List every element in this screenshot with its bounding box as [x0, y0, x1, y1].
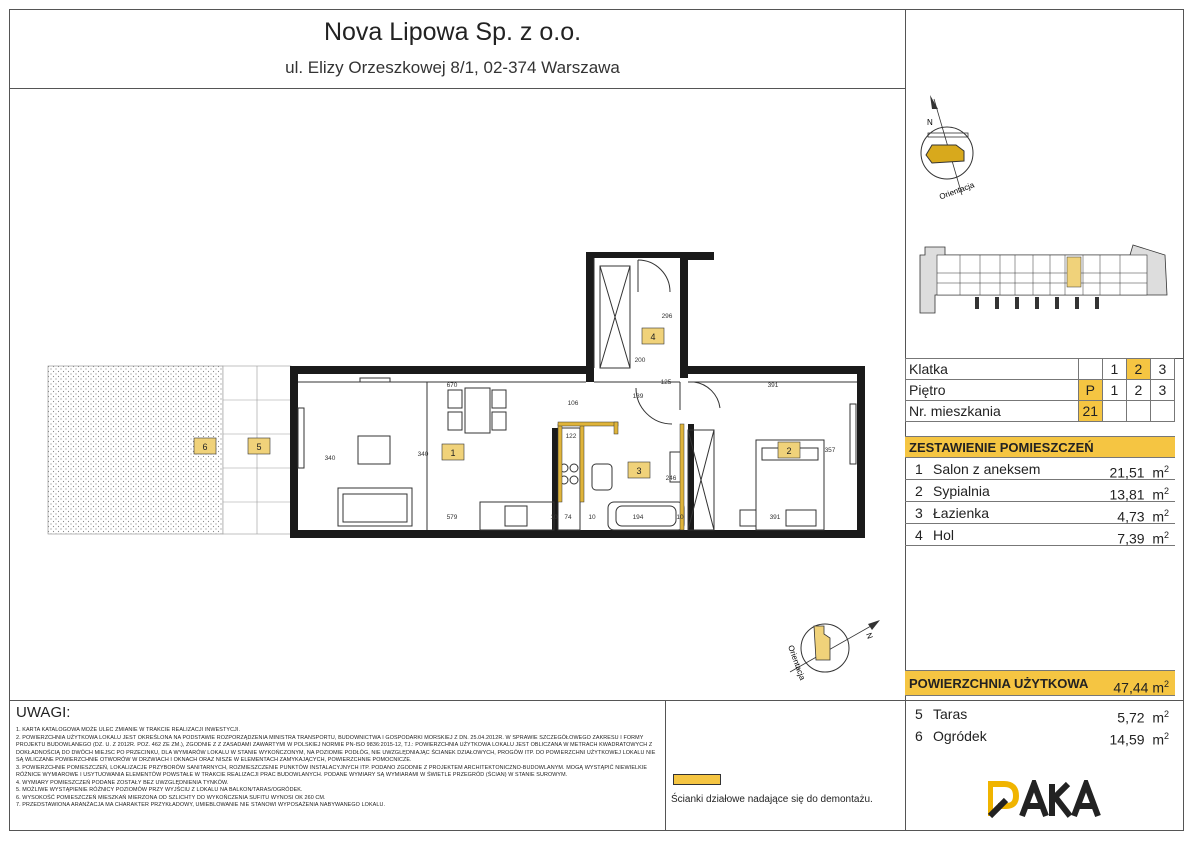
room-area-value: 21,51 [1109, 464, 1145, 481]
dimension: 391 [769, 514, 781, 521]
compass-label: Orientacja [938, 180, 976, 202]
note-line: 5. MOŻLIWE WYSTĄPIENIE RÓŻNICY POZIOMÓW PRZY WYJŚCIU Z LOKALU NA BALKON/TARAS/OGRÓDEK. [16, 787, 303, 793]
apartment-number-value: 21 [1078, 401, 1102, 422]
room-area: 7,39 $m^2$ [1117, 530, 1169, 547]
dimension: 340 [417, 451, 429, 458]
room-area-unit: m [1152, 464, 1164, 481]
dimension: 670 [446, 382, 458, 389]
apartment-info-table [905, 358, 1175, 422]
room-number: 1 [450, 448, 456, 458]
note-line: SĄ WLICZANE POWIERZCHNIE OTWORÓW W DRZWIACH I OKNACH ORAZ NISZE W ELEMENTACH ZAMYKAJĄCYCH, POWIERZCHNIE POMOCNICZE. [16, 757, 412, 763]
extra-name: Ogródek [933, 728, 987, 744]
paka-logo [988, 780, 1113, 820]
room-index: 3 [915, 505, 923, 521]
dimension: 74 [564, 514, 572, 521]
extra-index: 6 [915, 728, 923, 744]
orientation-compass-icon [912, 95, 982, 205]
total-area-sup: 2 [1163, 679, 1169, 689]
note-line: PROJEKTU BUDOWLANEGO (DZ. U. Z 2012R. POZ. 462 ZE ZM.), ZGODNIE Z Z ZASADAMI ZAWARTYMI W POLSKIEJ NORMIE PN-ISO 9836:2015-12, TJ.: POWIERZCHNIA UŻYTKOWA LOKALU JEST OBLICZANA W METRACH KWADRATOWYCH Z [16, 742, 653, 748]
klatka-empty [1078, 359, 1102, 380]
divider [9, 88, 905, 89]
rooms-section-title: ZESTAWIENIE POMIESZCZEŃ [905, 436, 1175, 458]
room-number: 6 [202, 442, 208, 452]
dimension: 357 [824, 447, 836, 454]
compass-north: N [864, 631, 875, 641]
extra-name: Taras [933, 706, 968, 722]
note-line: 3. POWIERZCHNIE POMIESZCZEŃ, LOKALIZACJE PRZYBORÓW SANITARNYCH, ROZMIESZCZENIE PUNKTÓW INSTALACYJNYCH ITP. PODANO ZGODNIE Z PROJEKTEM ARCHITEKTONICZNO-BUDOWLANYM. MOGĄ WYSTĄPIĆ NIEWIELKIE [16, 764, 648, 771]
dimension: 296 [661, 313, 673, 320]
divider [9, 700, 1184, 701]
empty-cell [1126, 401, 1150, 422]
room-index: 1 [915, 461, 923, 477]
compass-north: N [927, 118, 933, 127]
klatka-value: 3 [1150, 359, 1174, 380]
room-row [905, 480, 1175, 502]
total-area-label: POWIERZCHNIA UŻYTKOWA [909, 676, 1089, 691]
room-row [905, 502, 1175, 524]
dimension: 106 [567, 400, 579, 407]
dimension: 200 [634, 357, 646, 364]
dimension: 391 [767, 382, 779, 389]
room-area: 4,73 $m^2$ [1117, 508, 1169, 525]
room-name: Łazienka [933, 505, 990, 521]
note-line: DOKŁADNOŚCIĄ DO DWÓCH MIEJSC PO PRZECINKU, DLA WYMIARÓW LOKALU W STANIE WYKOŃCZONYM, NA POZIOMIE PODŁÓG, NIE UWZGLĘDNIAJĄC ŚCIANEK DZIAŁOWYCH, PROGÓW ITP. DO POWIERZCHNI UŻYTKOWEJ LOKALU NIE [16, 749, 656, 756]
room-row [905, 524, 1175, 546]
notes-title: UWAGI: [16, 704, 71, 721]
klatka-value: 1 [1102, 359, 1126, 380]
dimension: 579 [446, 514, 458, 521]
klatka-label: Klatka [906, 359, 1079, 380]
dimension: 139 [632, 393, 644, 400]
room-number: 3 [636, 466, 642, 476]
company-name: Nova Lipowa Sp. z o.o. [323, 18, 582, 46]
room-index: 4 [915, 527, 923, 543]
notes-list [16, 727, 656, 810]
pietro-value: 1 [1102, 380, 1126, 401]
dimension: 246 [665, 475, 677, 482]
room-area-unit: m [1152, 486, 1164, 503]
note-line: 6. WYSOKOŚĆ POMIESZCZEŃ MIESZKAŃ MIERZONA OD SZLICHTY DO WYKOŃCZENIA SUFITU WYNOSI OK 260 CM. [16, 794, 326, 801]
room-area: 21,51 $m^2$ [1109, 464, 1169, 481]
room-name: Sypialnia [933, 483, 990, 499]
legend-text: Ścianki działowe nadające się do demontażu. [671, 794, 873, 805]
total-area-value: 47,44 m [1113, 679, 1164, 696]
company-address: ul. Elizy Orzeszkowej 8/1, 02-374 Warszawa [285, 58, 620, 77]
pietro-value-selected: P [1078, 380, 1102, 401]
dimension: 10 [550, 514, 558, 521]
extra-row [905, 725, 1175, 747]
building-key-plan [915, 235, 1175, 315]
room-area-value: 4,73 [1117, 508, 1145, 525]
pietro-value: 2 [1126, 380, 1150, 401]
divider [665, 700, 666, 831]
dimension: 10 [676, 514, 684, 521]
room-number: 2 [786, 446, 792, 456]
extra-area: 5,72 $m^2$ [1117, 709, 1169, 726]
pietro-value: 3 [1150, 380, 1174, 401]
room-area-unit: m [1152, 530, 1164, 547]
room-area-value: 13,81 [1109, 486, 1145, 503]
room-name: Salon z aneksem [933, 461, 1041, 477]
dimension: 10 [588, 514, 596, 521]
total-area [905, 670, 1175, 696]
empty-cell [1150, 401, 1174, 422]
removable-wall-swatch [673, 774, 721, 785]
compass-label: Orientacja [786, 643, 807, 682]
extra-area-value: 14,59 [1109, 731, 1145, 748]
walls [290, 252, 865, 538]
dimension: 125 [660, 379, 672, 386]
room-index: 2 [915, 483, 923, 499]
note-line: RÓŻNICE WYMIAROWE I USYTUOWANIA ELEMENTÓW POWSTAŁE W TRAKCIE REALIZACJI PRAC BUDOWLANYCH. PODANE WYMIARY SĄ WYMIARAMI W ŚWIETLE PRZEGRÓD (ŚCIAN) W STANIE SUROWYM. [16, 772, 568, 778]
note-line: 4. WYMIARY POMIESZCZEŃ PODANE ZOSTAŁY BEZ UWZGLĘDNIENIA TYNKÓW. [16, 779, 229, 786]
extra-area-unit: m [1152, 731, 1164, 748]
note-line: 7. PRZEDSTAWIONA ARANŻACJA MA CHARAKTER PRZYKŁADOWY, UMIEBLOWANIE NIE STANOWI WYPOSAŻENIA NABYWANEGO LOKALU. [16, 802, 386, 808]
extra-area-value: 5,72 [1117, 709, 1145, 726]
note-line: 2. POWIERZCHNIA UŻYTKOWA LOKALU JEST OKREŚLONA NA PODSTAWIE ROZPORZĄDZENIA MINISTRA TRANSPORTU, BUDOWNICTWA I GOSPODARKI MORSKIEJ Z DN. 25.04.2012R. W SPRAWIE SZCZEGÓŁOWEGO ZAKRESU I FORMY [16, 734, 644, 741]
dimension: 340 [324, 455, 336, 462]
empty-cell [1102, 401, 1126, 422]
room-number: 5 [256, 442, 262, 452]
total-area-value-wrap [1113, 671, 1169, 701]
extra-index: 5 [915, 706, 923, 722]
note-line: 1. KARTA KATALOGOWA MOŻE ULEC ZMIANIE W TRAKCIE REALIZACJI INWESTYCJI. [16, 727, 241, 733]
orientation-compass-icon [780, 612, 890, 692]
dimension: 122 [565, 433, 577, 440]
extra-area: 14,59 $m^2$ [1109, 731, 1169, 748]
room-number: 4 [650, 332, 656, 342]
floor-plan [40, 248, 885, 548]
room-area: 13,81 $m^2$ [1109, 486, 1169, 503]
room-row [905, 458, 1175, 480]
room-name: Hol [933, 527, 955, 543]
klatka-value-selected: 2 [1126, 359, 1150, 380]
pietro-label: Piętro [906, 380, 1079, 401]
extra-row [905, 703, 1175, 725]
extra-area-unit: m [1152, 709, 1164, 726]
apartment-number-label: Nr. mieszkania [906, 401, 1079, 422]
dimension: 194 [632, 514, 644, 521]
room-area-value: 7,39 [1117, 530, 1145, 547]
room-area-unit: m [1152, 508, 1164, 525]
